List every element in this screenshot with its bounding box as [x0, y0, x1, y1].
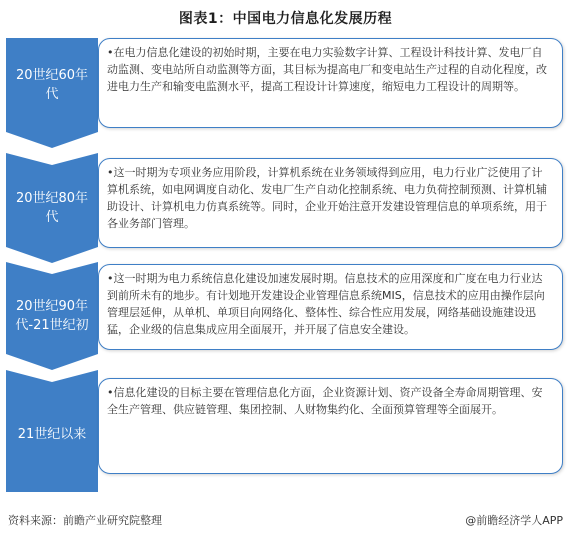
stage-text: •在电力信息化建设的初始时期，主要在电力实验数字计算、工程设计科技计算、发电厂自动监测、变电站所自动监测等方面，其目标为提高电厂和变电站生产过程的自动化程度，改进电力生产和输变电监测水平，提高工程设计计算速度，缩短电力工程设计的周期等。 — [107, 46, 547, 93]
stage-description — [98, 38, 563, 128]
brand-credit-text: @前瞻经济学人APP — [465, 514, 563, 527]
period-label: 21世纪以来 — [17, 426, 87, 442]
period-chevron — [6, 38, 104, 148]
timeline-stage-2 — [6, 153, 563, 263]
stage-text: •信息化建设的目标主要在管理信息化方面，企业资源计划、资产设备全寿命周期管理、安全生产管理、供应链管理、集团控制、人财物集约化、全面预算管理等全面展开。 — [107, 386, 543, 416]
timeline-stage-3 — [6, 262, 563, 370]
period-chevron — [6, 262, 104, 370]
stage-text: •这一时期为专项业务应用阶段，计算机系统在业务领域得到应用，电力行业广泛使用了计算机系统，如电网调度自动化、发电厂生产自动化控制系统、电力负荷控制预测、计算机辅助设计、计算机电力仿真系统等。同时，企业开始注意开发建设管理信息的单项系统，用于各业务部门管理。 — [107, 166, 547, 230]
period-chevron — [6, 370, 104, 492]
period-label: 20世纪90年代-21世纪初 — [15, 299, 89, 334]
stage-text: •这一时期为电力系统信息化建设加速发展时期。信息技术的应用深度和广度在电力行业达到前所未有的地步。有计划地开发建设企业管理信息系统MIS，信息技术的应用由操作层向管理层延伸，从单机、单项目向网络化、整体性、综合性应用发展，网络基础设施建设迅猛，企业级的信息集成应用全面展开，并开展了信息安全建设。 — [107, 272, 545, 336]
period-chevron — [6, 153, 104, 263]
period-label: 20世纪60年代 — [15, 68, 89, 103]
chart-title: 图表1：中国电力信息化发展历程 — [178, 11, 393, 27]
timeline-stage-1 — [6, 38, 563, 148]
stage-description — [98, 378, 563, 474]
stage-description — [98, 158, 563, 248]
source-note: 资料来源：前瞻产业研究院整理 — [8, 514, 162, 527]
stage-description — [98, 264, 563, 350]
period-label: 20世纪80年代 — [15, 191, 89, 226]
brand-credit — [465, 512, 563, 528]
timeline-stage-4 — [6, 370, 563, 492]
